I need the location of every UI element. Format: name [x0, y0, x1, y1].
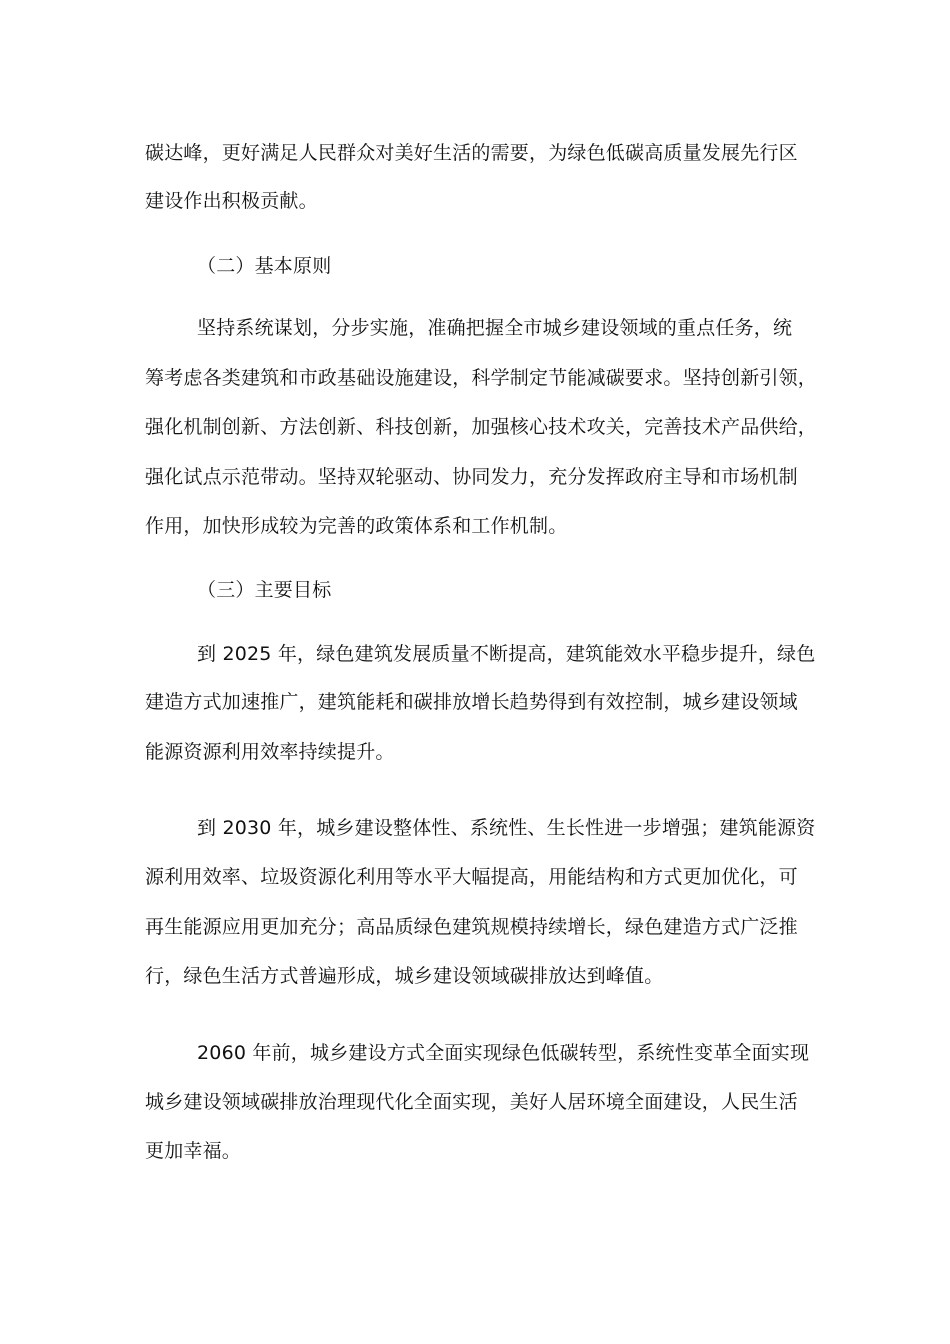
- paragraph-line: 建造方式加速推广，建筑能耗和碳排放增长趋势得到有效控制，城乡建设领域: [145, 691, 798, 713]
- paragraph-line: 2060 年前，城乡建设方式全面实现绿色低碳转型，系统性变革全面实现: [197, 1042, 810, 1064]
- paragraph-line: 筹考虑各类建筑和市政基础设施建设，科学制定节能减碳要求。坚持创新引领，: [145, 367, 818, 389]
- paragraph-line: 源利用效率、垃圾资源化利用等水平大幅提高，用能结构和方式更加优化，可: [145, 866, 798, 888]
- paragraph-line: 强化试点示范带动。坚持双轮驱动、协同发力，充分发挥政府主导和市场机制: [145, 466, 798, 488]
- paragraph-line: 强化机制创新、方法创新、科技创新，加强核心技术攻关，完善技术产品供给，: [145, 416, 818, 438]
- paragraph-line: 行，绿色生活方式普遍形成，城乡建设领域碳排放达到峰值。: [145, 965, 664, 987]
- paragraph-line: 作用，加快形成较为完善的政策体系和工作机制。: [145, 515, 568, 537]
- paragraph-line: 更加幸福。: [145, 1140, 242, 1162]
- paragraph-line: 到 2030 年，城乡建设整体性、系统性、生长性进一步增强；建筑能源资: [197, 817, 816, 839]
- paragraph-line: 坚持系统谋划，分步实施，准确把握全市城乡建设领域的重点任务，统: [197, 317, 793, 339]
- paragraph-line: 再生能源应用更加充分；高品质绿色建筑规模持续增长，绿色建造方式广泛推: [145, 916, 798, 938]
- section-heading: （三）主要目标: [197, 579, 332, 601]
- paragraph-line: 建设作出积极贡献。: [145, 190, 318, 212]
- section-heading: （二）基本原则: [197, 255, 332, 277]
- paragraph-line: 到 2025 年，绿色建筑发展质量不断提高，建筑能效水平稳步提升，绿色: [197, 643, 816, 665]
- paragraph-line: 能源资源利用效率持续提升。: [145, 741, 395, 763]
- paragraph-line: 城乡建设领域碳排放治理现代化全面实现，美好人居环境全面建设，人民生活: [145, 1091, 798, 1113]
- paragraph-line: 碳达峰，更好满足人民群众对美好生活的需要，为绿色低碳高质量发展先行区: [145, 142, 798, 164]
